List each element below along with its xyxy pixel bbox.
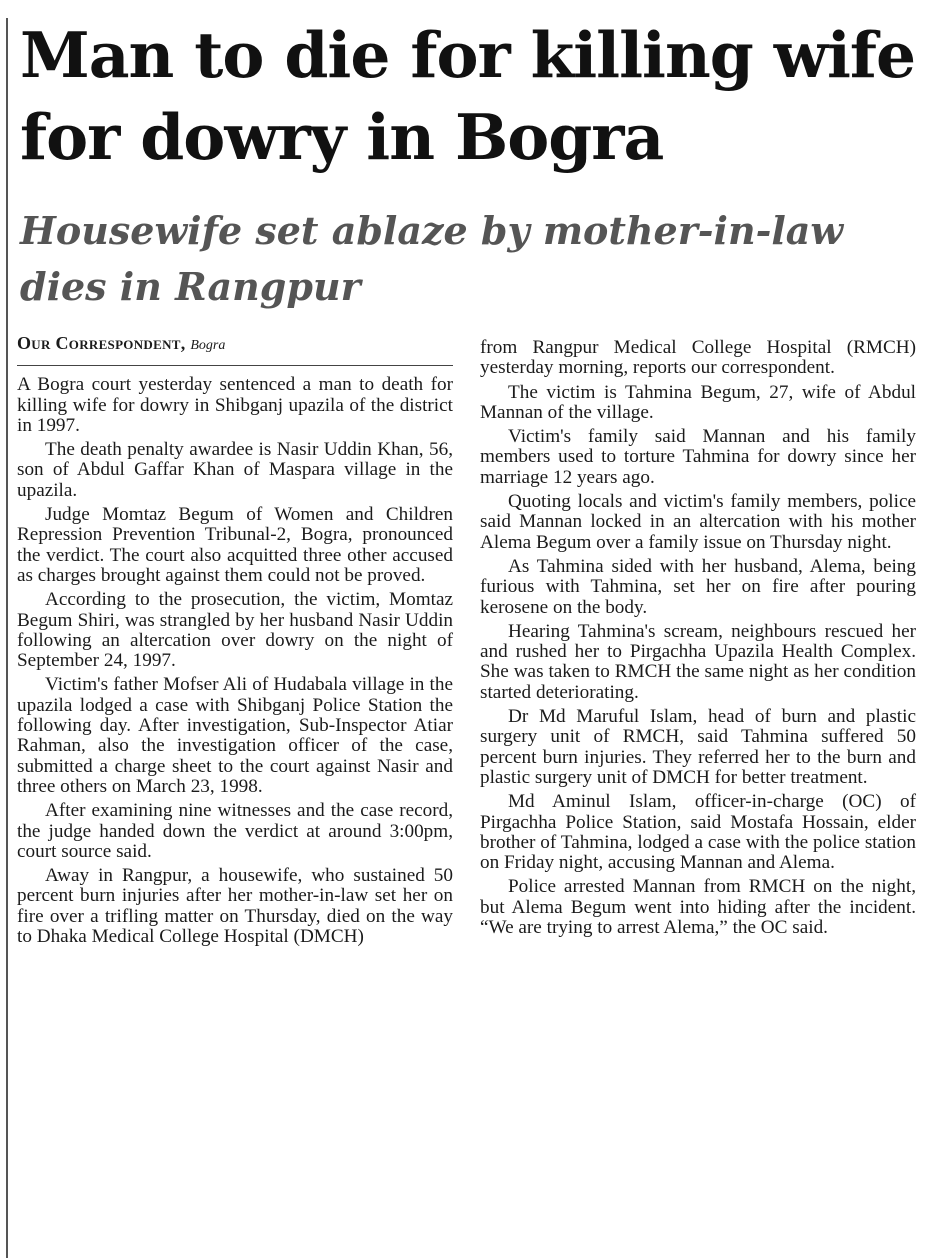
paragraph: Hearing Tahmina's scream, neighbours rescued her and rushed her to Pirgachha Upazila Health Complex. She was taken to RMCH the same night as her condition started deteriorating.	[480, 620, 916, 703]
paragraph: from Rangpur Medical College Hospital (RMCH) yesterday morning, reports our correspondent.	[480, 337, 916, 379]
paragraph: Judge Momtaz Begum of Women and Children Repression Prevention Tribunal-2, Bogra, pronounced the verdict. The court also acquitted three other accused as charges brought against them could not be proved.	[17, 504, 453, 586]
paragraph: Police arrested Mannan from RMCH on the night, but Alema Begum went into hiding after the incident. “We are trying to arrest Alema,” the OC said.	[480, 876, 916, 939]
article-column-right	[480, 338, 916, 942]
paragraph: Quoting locals and victim's family members, police said Mannan locked in an altercation with his mother Alema Begum over a family issue on Thursday night.	[480, 491, 916, 553]
paragraph: The death penalty awardee is Nasir Uddin Khan, 56, son of Abdul Gaffar Khan of Maspara village in the upazila.	[17, 439, 453, 501]
paragraph: As Tahmina sided with her husband, Alema, being furious with Tahmina, set her on fire after pouring kerosene on the body.	[480, 555, 916, 618]
dateline: Bogra	[190, 338, 226, 353]
subheadline: Housewife set ablaze by mother-in-law dies in Rangpur	[20, 208, 844, 309]
paragraph: The victim is Tahmina Begum, 27, wife of Abdul Mannan of the village.	[480, 381, 916, 423]
paragraph: Away in Rangpur, a housewife, who sustained 50 percent burn injuries after her mother-in-law set her on fire over a trifling matter on Thursday, died on the way to Dhaka Medical College Hospital (DMCH)	[17, 865, 453, 948]
byline-block	[17, 333, 453, 366]
paragraph: Md Aminul Islam, officer-in-charge (OC) of Pirgachha Police Station, said Mostafa Hossain, elder brother of Tahmina, lodged a case with the police station on Friday night, accusing Mannan and Alema.	[480, 791, 916, 874]
paragraph: A Bogra court yesterday sentenced a man to death for killing wife for dowry in Shibganj upazila of the district in 1997.	[17, 374, 453, 436]
article-column-left	[17, 333, 453, 951]
paragraph: Victim's father Mofser Ali of Hudabala village in the upazila lodged a case with Shibganj Police Station the following day. After investigation, Sub-Inspector Atiar Rahman, also the investigation officer of the case, submitted a charge sheet to the court against Nasir and three others on March 23, 1998.	[17, 674, 453, 797]
headline: Man to die for killing wife for dowry in Bogra	[20, 18, 916, 174]
column-rule	[6, 18, 8, 1258]
paragraph: After examining nine witnesses and the case record, the judge handed down the verdict at around 3:00pm, court source said.	[17, 800, 453, 862]
paragraph: Dr Md Maruful Islam, head of burn and plastic surgery unit of RMCH, said Tahmina suffered 50 percent burn injuries. They referred her to the burn and plastic surgery unit of DMCH for better treatment.	[480, 706, 916, 788]
paragraph: According to the prosecution, the victim, Momtaz Begum Shiri, was strangled by her husband Nasir Uddin following an altercation over dowry on the night of September 24, 1997.	[17, 589, 453, 672]
paragraph: Victim's family said Mannan and his family members used to torture Tahmina for dowry since her marriage 12 years ago.	[480, 426, 916, 488]
byline: Our Correspondent,	[17, 333, 186, 353]
